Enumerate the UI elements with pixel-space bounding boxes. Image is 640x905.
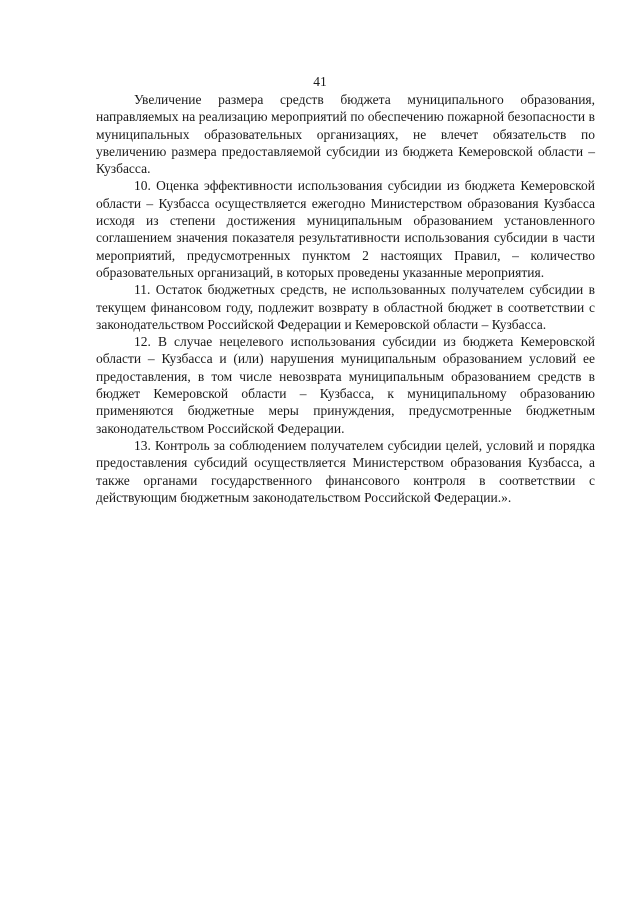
paragraph-budget-increase: Увеличение размера средств бюджета муниципального образования, направляемых на реализацию мероприятий по обеспечению пожарной безопасности в муниципальных образовательных организациях, не влечет обязательств по увеличению размера предоставляемой субсидии из бюджета Кемеровской области – Кузбасса. xyxy=(96,92,595,177)
page-number: 41 xyxy=(313,74,327,89)
paragraph-11-budget-remainder: 11. Остаток бюджетных средств, не использованных получателем субсидии в текущем финансовом году, подлежит возврату в областной бюджет в соответствии с законодательством Российской Федерации и Кемеровской области – Кузбасса. xyxy=(96,282,595,332)
paragraph-13-control: 13. Контроль за соблюдением получателем субсидии целей, условий и порядка предоставления субсидий осуществляется Министерством образования Кузбасса, а также органами государственного финансового контроля в соответствии с действующим бюджетным законодательством Российской Федерации.». xyxy=(96,437,595,505)
paragraph-10-efficiency-evaluation: 10. Оценка эффективности использования субсидии из бюджета Кемеровской области – Кузбасса осуществляется ежегодно Министерством образования Кузбасса исходя из степени достижения муниципальным образованием установленного соглашением значения показателя результативности использования субсидии в части мероприятий, предусмотренных пунктом 2 настоящих Правил, – количество образовательных организаций, в которых проведены указанные мероприятия. xyxy=(96,178,595,280)
document-body xyxy=(96,91,595,506)
paragraph-12-misuse-of-subsidy: 12. В случае нецелевого использования субсидии из бюджета Кемеровской области – Кузбасса и (или) нарушения муниципальным образованием условий ее предоставления, в том числе невозврата муниципальным образованием средств в бюджет Кемеровской области – Кузбасса, к муниципальному образованию применяются бюджетные меры принуждения, предусмотренные бюджетным законодательством Российской Федерации. xyxy=(96,334,595,436)
